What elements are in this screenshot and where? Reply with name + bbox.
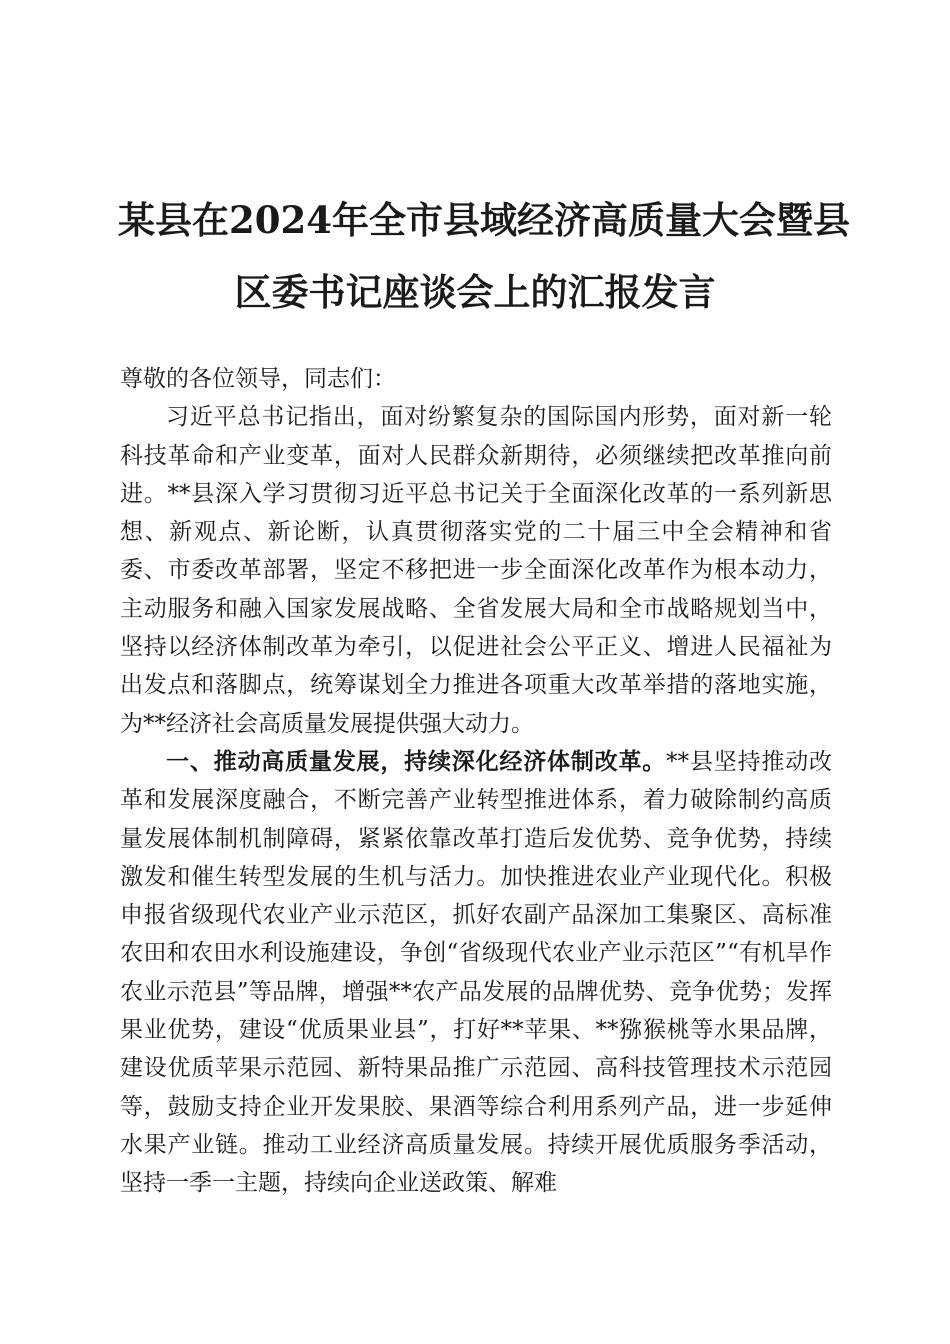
section-1-text: **县坚持推动改革和发展深度融合，不断完善产业转型推进体系，着力破除制约高质量发展体制机制障碍，紧紧依靠改革打造后发优势、竞争优势，持续激发和催生转型发展的生机与活力。加快推进农业产业现代化。积极申报省级现代农业产业示范区，抓好农副产品深加工集聚区、高标准农田和农田水利设施建设，争创“省级现代农业产业示范区”“有机旱作农业示范县”等品牌，增强**农产品发展的品牌优势、竞争优势；发挥果业优势，建设“优质果业县”，打好**苹果、**猕猴桃等水果品牌，建设优质苹果示范园、新特果品推广示范园、高科技管理技术示范园等，鼓励支持企业开发果胶、果酒等综合利用系列产品，进一步延伸水果产业链。推动工业经济高质量发展。持续开展优质服务季活动，坚持一季一主题，持续向企业送政策、解难 bbox=[120, 748, 833, 1197]
greeting-line: 尊敬的各位领导，同志们： bbox=[120, 366, 396, 392]
intro-paragraph: 习近平总书记指出，面对纷繁复杂的国际国内形势，面对新一轮科技革命和产业变革，面对人民群众新期待，必须继续把改革推向前进。**县深入学习贯彻习近平总书记关于全面深化改革的一系列新思想、新观点、新论断，认真贯彻落实党的二十届三中全会精神和省委、市委改革部署，坚定不移把进一步全面深化改革作为根本动力，主动服务和融入国家发展战略、全省发展大局和全市战略规划当中，坚持以经济体制改革为牵引，以促进社会公平正义、增进人民福祉为出发点和落脚点，统筹谋划全力推进各项重大改革举措的落地实施，为**经济社会高质量发展提供强大动力。 bbox=[120, 404, 832, 737]
document-title-line-1: 某县在2024年全市县域经济高质量大会暨县 bbox=[118, 198, 850, 242]
section-1-heading: 一、推动高质量发展，持续深化经济体制改革。 bbox=[166, 747, 667, 775]
section-1-paragraph bbox=[120, 743, 832, 1203]
document-body bbox=[120, 360, 832, 1203]
document-title-line-2: 区委书记座谈会上的汇报发言 bbox=[234, 270, 716, 314]
